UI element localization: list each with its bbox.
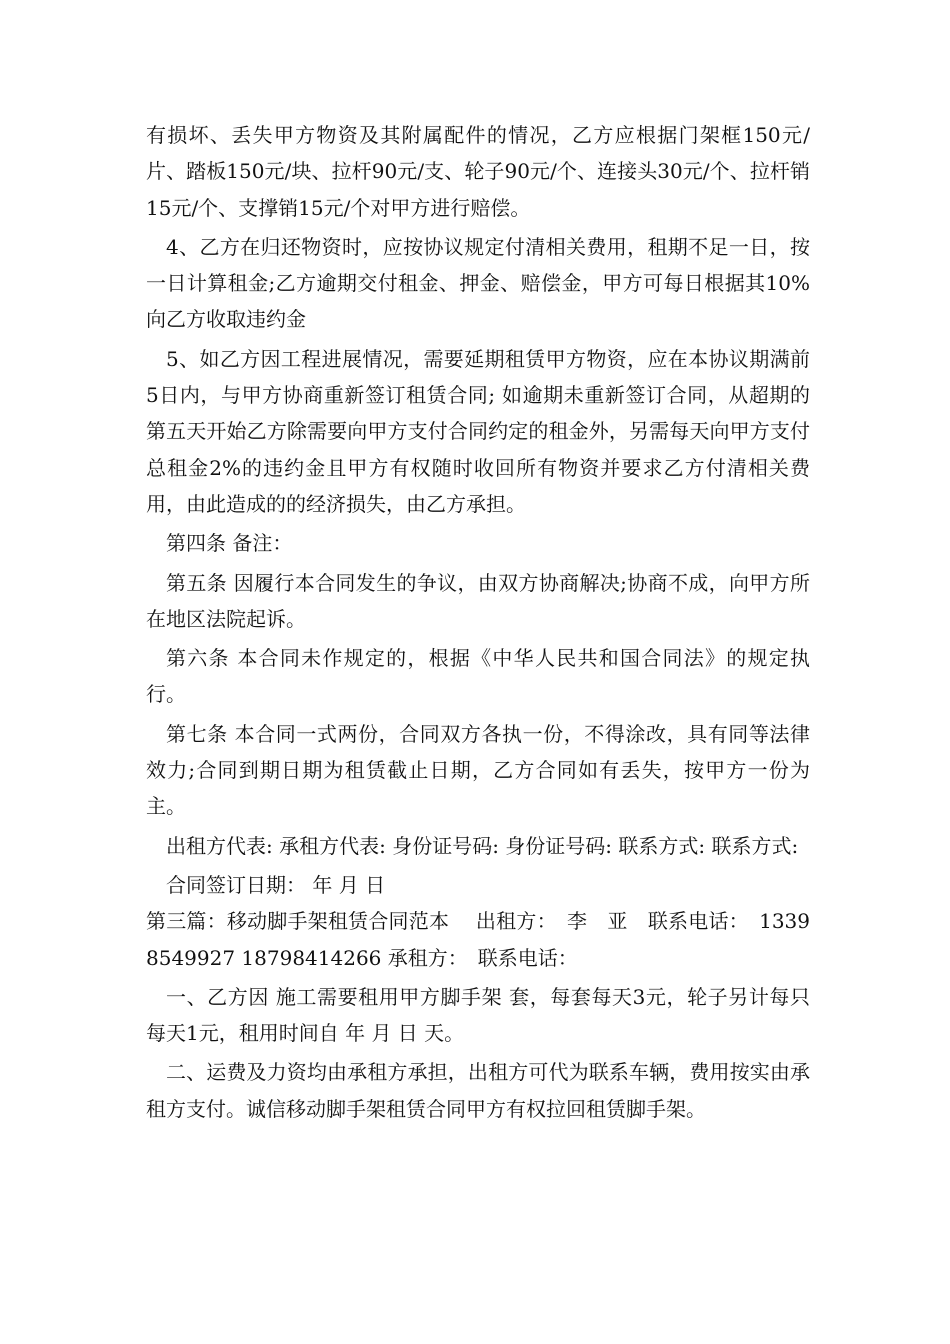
paragraph-lease-extension: 5、如乙方因工程进展情况，需要延期租赁甲方物资，应在本协议期满前5日内，与甲方协商重新签订租赁合同; 如逾期未重新签订合同，从超期的第五天开始乙方除需要向甲方支付合同约定的租金外，另需每天向甲方支付总租金2%的违约金且甲方有权随时收回所有物资并要求乙方付清相关费用，由此造成的的经济损失，由乙方承担。 [146,346,810,516]
paragraph-rental-terms: 一、乙方因 施工需要租用甲方脚手架 套，每套每天3元，轮子另计每只每天1元，租用时间自 年 月 日 天。 [146,984,810,1046]
paragraph-transport-costs: 二、运费及力资均由承租方承担，出租方可代为联系车辆，费用按实由承租方支付。诚信移动脚手架租赁合同甲方有权拉回租赁脚手架。 [146,1060,810,1121]
paragraph-damage-compensation: 有损坏、丢失甲方物资及其附属配件的情况，乙方应根据门架框150元/片、踏板150元/块、拉杆90元/支、轮子90元/个、连接头30元/个、拉杆销15元/个、支撑销15元/个对甲方进行赔偿。 [146,123,810,220]
paragraph-signatories: 出租方代表: 承租方代表: 身份证号码: 身份证号码: 联系方式: 联系方式: [166,833,799,858]
paragraph-article-5: 第五条 因履行本合同发生的争议，由双方协商解决;协商不成，向甲方所在地区法院起诉。 [146,570,810,631]
paragraph-section-3-header: 第三篇：移动脚手架租赁合同范本 出租方： 李 亚 联系电话： 13398549927 18798414266 承租方： 联系电话： [146,909,810,970]
paragraph-return-payment: 4、乙方在归还物资时，应按协议规定付清相关费用，租期不足一日，按一日计算租金;乙方逾期交付租金、押金、赔偿金，甲方可每日根据其10%向乙方收取违约金 [146,234,810,332]
paragraph-article-4: 第四条 备注： [166,531,293,556]
paragraph-signing-date: 合同签订日期： 年 月 日 [166,872,386,897]
paragraph-article-6: 第六条 本合同未作规定的，根据《中华人民共和国合同法》的规定执行。 [146,646,810,707]
paragraph-article-7: 第七条 本合同一式两份，合同双方各执一份，不得涂改，具有同等法律效力;合同到期日期为租赁截止日期，乙方合同如有丢失，按甲方一份为主。 [146,721,810,819]
document-page [146,117,810,1127]
